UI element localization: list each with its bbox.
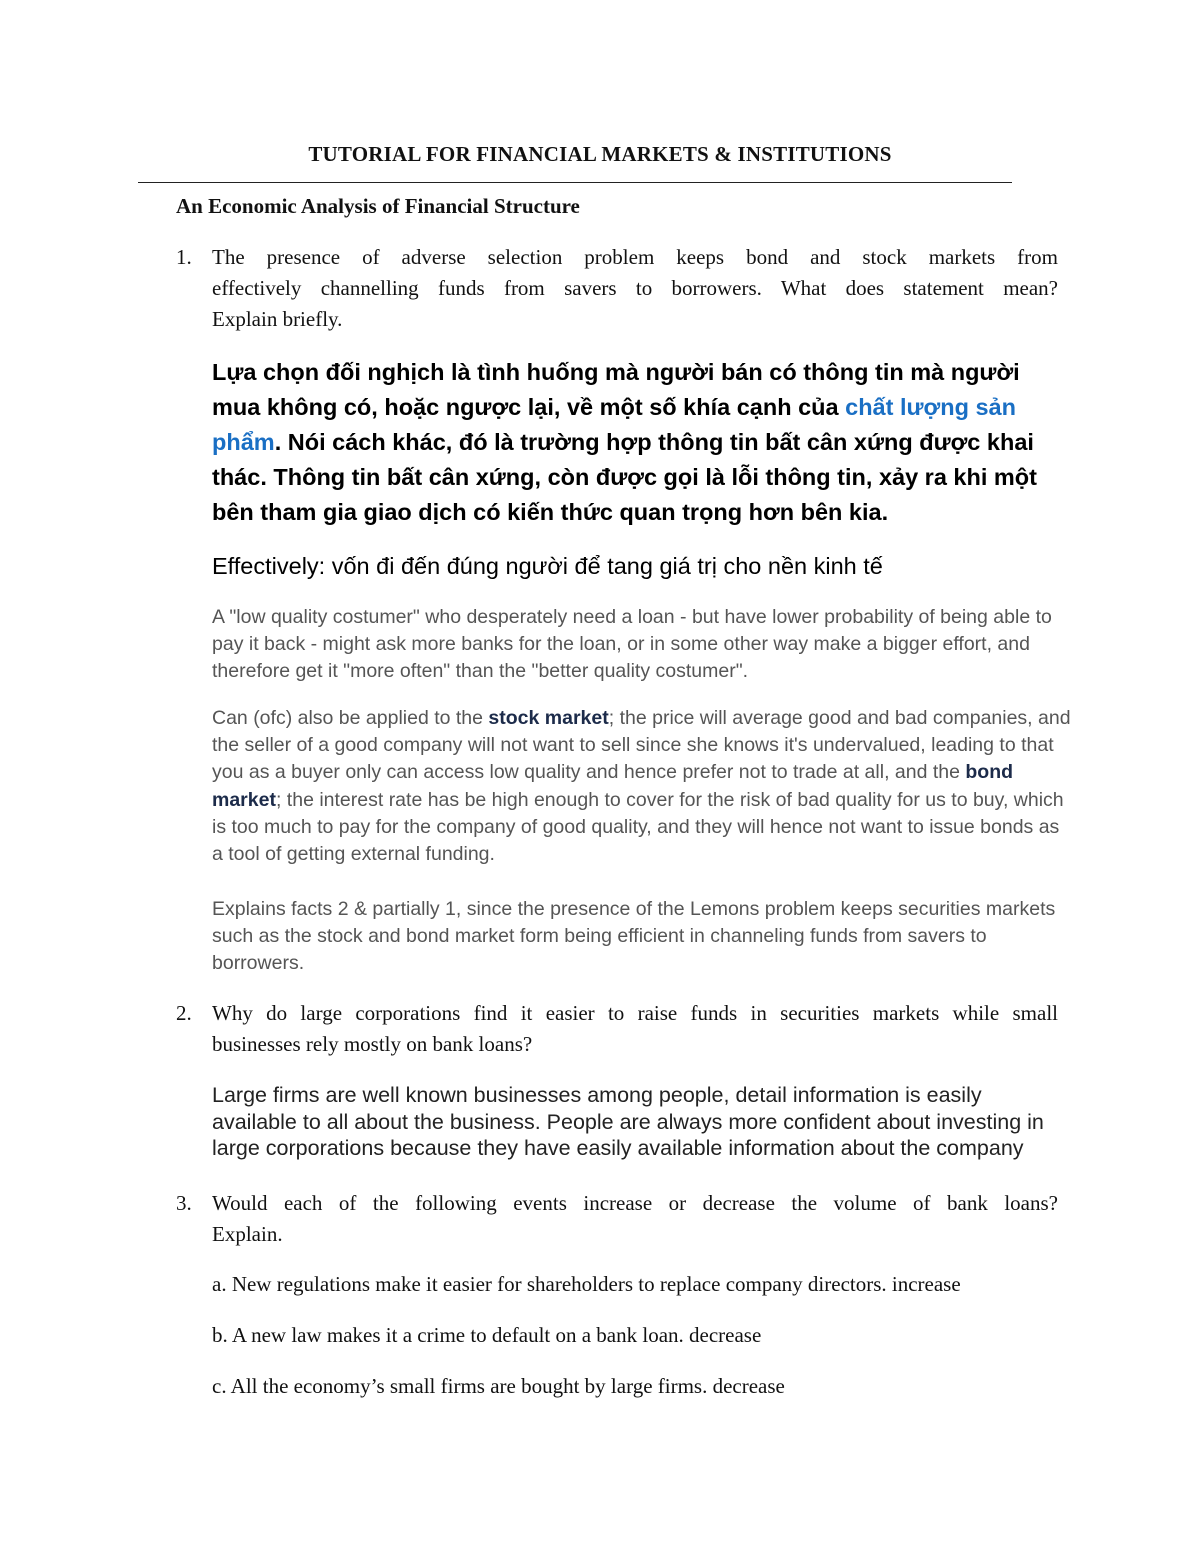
answer-1-vietnamese-part-1: Lựa chọn đối nghịch là tình huống mà người bán có thông tin mà người mua không có, hoặc ngược lại, về một số khía cạnh của <box>212 359 1020 420</box>
answer-1-paragraph-2 <box>212 705 1072 868</box>
question-1-line-1: The presence of adverse selection problem keeps bond and stock markets from <box>212 245 1058 269</box>
question-2-line-1: Why do large corporations find it easier to raise funds in securities markets while small <box>212 1001 1058 1025</box>
section-heading: An Economic Analysis of Financial Structure <box>176 194 580 218</box>
answer-2: Large firms are well known businesses among people, detail information is easily available to all about the business. People are always more confident about investing in large corporations because they have easily available information about the company <box>212 1083 1044 1160</box>
question-3-line-2: Explain. <box>212 1222 283 1246</box>
question-1-line-3: Explain briefly. <box>212 307 343 331</box>
question-1 <box>176 242 1058 335</box>
question-3-item-c: c. All the economy’s small firms are bought by large firms. decrease <box>212 1374 785 1398</box>
question-2-number: 2. <box>176 1001 192 1025</box>
product-quality-link[interactable]: chất lượng sản phẩm <box>212 394 1016 455</box>
answer-1-paragraph-3: Explains facts 2 & partially 1, since the presence of the Lemons problem keeps securities markets such as the stock and bond market form being efficient in channeling funds from savers to borrowers. <box>212 898 1056 975</box>
question-3-line-1: Would each of the following events increase or decrease the volume of bank loans? <box>212 1191 1058 1215</box>
question-3-item-b: b. A new law makes it a crime to default on a bank loan. decrease <box>212 1323 762 1347</box>
question-3-number: 3. <box>176 1191 192 1215</box>
answer-1-vietnamese-part-2: . Nói cách khác, đó là trường hợp thông tin bất cân xứng được khai thác. Thông tin bất cân xứng, còn được gọi là lỗi thông tin, xảy ra khi một bên tham gia giao dịch có kiến thức quan trọng hơn bên kia. <box>212 429 1037 525</box>
answer-1-paragraph-2-text-a: Can (ofc) also be applied to the <box>212 707 489 729</box>
question-3-item-a: a. New regulations make it easier for shareholders to replace company directors. increase <box>212 1272 961 1296</box>
answer-1-paragraph-2-text-e: ; the interest rate has be high enough to cover for the risk of bad quality for us to buy, which is too much to pay for the company of good quality, and they will hence not want to issue bonds as a tool of getting external funding. <box>212 788 1064 866</box>
answer-1-effectively: Effectively: vốn đi đến đúng người để tang giá trị cho nền kinh tế <box>212 553 883 579</box>
document-title: TUTORIAL FOR FINANCIAL MARKETS & INSTITUTIONS <box>308 142 892 166</box>
question-1-line-2: effectively channelling funds from savers to borrowers. What does statement mean? <box>212 276 1058 300</box>
question-2-line-2: businesses rely mostly on bank loans? <box>212 1032 533 1056</box>
bond-market-term: bond market <box>212 761 1014 811</box>
question-3 <box>176 1188 1058 1250</box>
stock-market-term: stock market <box>488 707 609 729</box>
answer-1-paragraph-2-text-c: ; the price will average good and bad companies, and the seller of a good company will not want to sell since she knows it's undervalued, leading to that you as a buyer only can access low quality and hence prefer not to trade at all, and the <box>212 707 1071 784</box>
question-2 <box>176 998 1058 1060</box>
answer-1-vietnamese <box>212 355 1062 530</box>
title-divider <box>138 182 1012 183</box>
question-1-number: 1. <box>176 245 192 269</box>
answer-1-paragraph-1: A "low quality costumer" who desperately need a loan - but have lower probability of being able to pay it back - might ask more banks for the loan, or in some other way make a bigger effort, and therefore get it "more often" than the "better quality costumer". <box>212 606 1052 683</box>
